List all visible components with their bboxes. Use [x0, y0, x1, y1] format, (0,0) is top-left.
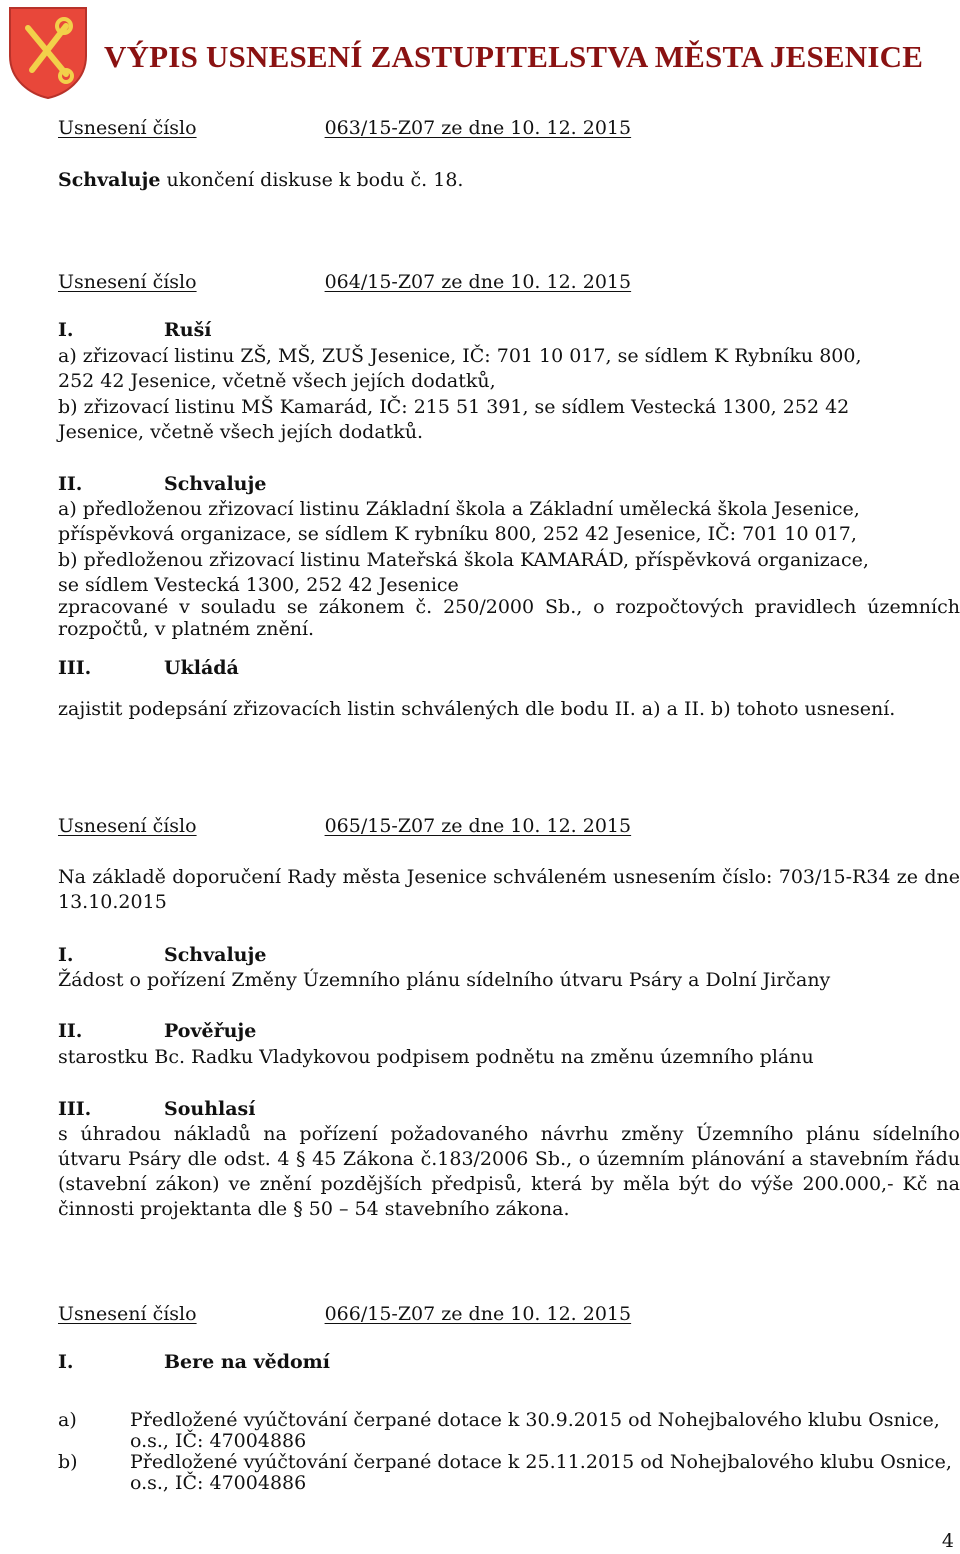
section-heading: I. Bere na vědomí — [58, 1351, 331, 1373]
page-number: 4 — [941, 1530, 954, 1552]
resolution-063-heading — [58, 116, 960, 141]
section-heading: II. Schvaluje — [58, 473, 267, 495]
section-heading: II. Pověřuje — [58, 1020, 257, 1042]
paragraph-line: se sídlem Vestecká 1300, 252 42 Jesenice — [58, 574, 459, 596]
resolution-065-heading — [58, 814, 960, 839]
paragraph-line: 252 42 Jesenice, včetně všech jejích dodatků, — [58, 370, 496, 392]
resolution-066-heading — [58, 1302, 960, 1327]
section-heading: I. Ruší — [58, 319, 212, 341]
resolution-064-heading — [58, 270, 960, 295]
paragraph: zpracované v souladu se zákonem č. 250/2000 Sb., o rozpočtových pravidlech územních rozpočtů, v platném znění. — [58, 596, 960, 640]
paragraph-line: příspěvková organizace, se sídlem K rybníku 800, 252 42 Jesenice, IČ: 701 10 017, — [58, 523, 857, 545]
resolution-label: Usnesení číslo — [58, 271, 197, 293]
paragraph-line: Jesenice, včetně všech jejích dodatků. — [58, 421, 424, 443]
resolution-number: 063/15-Z07 ze dne 10. 12. 2015 — [324, 117, 632, 139]
resolution-label: Usnesení číslo — [58, 1303, 197, 1325]
paragraph: Na základě doporučení Rady města Jesenice schváleném usnesením číslo: 703/15-R34 ze dne 13.10.2015 — [58, 866, 960, 913]
resolution-number: 065/15-Z07 ze dne 10. 12. 2015 — [324, 815, 632, 837]
paragraph-line: b) předloženou zřizovací listinu Mateřská škola KAMARÁD, příspěvková organizace, — [58, 549, 869, 571]
paragraph: zajistit podepsání zřizovacích listin schválených dle bodu II. a) a II. b) tohoto usnesení. — [58, 698, 896, 720]
resolution-label: Usnesení číslo — [58, 117, 197, 139]
verb: Schvaluje — [58, 169, 161, 191]
resolution-number: 064/15-Z07 ze dne 10. 12. 2015 — [324, 271, 632, 293]
paragraph-line: starostku Bc. Radku Vladykovou podpisem podnětu na změnu územního plánu — [58, 1046, 814, 1068]
section-heading: III. Ukládá — [58, 657, 239, 679]
resolution-label: Usnesení číslo — [58, 815, 197, 837]
page-title: VÝPIS USNESENÍ ZASTUPITELSTVA MĚSTA JESENICE — [104, 39, 924, 74]
list-item: a) Předložené vyúčtování čerpané dotace k 30.9.2015 od Nohejbalového klubu Osnice, o.s., IČ: 47004886 — [58, 1409, 940, 1452]
list-item: b) Předložené vyúčtování čerpané dotace k 25.11.2015 od Nohejbalového klubu Osnice, o.s., IČ: 47004886 — [58, 1451, 952, 1494]
resolution-063-text: Schvaluje ukončení diskuse k bodu č. 18. — [58, 169, 464, 191]
paragraph-line: a) zřizovací listinu ZŠ, MŠ, ZUŠ Jesenice, IČ: 701 10 017, se sídlem K Rybníku 800, — [58, 345, 862, 367]
section-heading: III. Souhlasí — [58, 1098, 256, 1120]
paragraph: s úhradou nákladů na pořízení požadovaného návrhu změny Územního plánu sídelního útvaru Psáry dle odst. 4 § 45 Zákona č.183/2006 Sb., o územním plánování a stavebním řádu (stavební zákon) ve znění pozdějších předpisů, která by měla být do výše 200.000,- Kč na činnosti projektanta dle § 50 – 54 stavebního zákona. — [58, 1123, 960, 1220]
paragraph-line: b) zřizovací listinu MŠ Kamarád, IČ: 215 51 391, se sídlem Vestecká 1300, 252 42 — [58, 396, 850, 418]
section-heading: I. Schvaluje — [58, 944, 267, 966]
resolution-number: 066/15-Z07 ze dne 10. 12. 2015 — [324, 1303, 632, 1325]
paragraph-line: Žádost o pořízení Změny Územního plánu sídelního útvaru Psáry a Dolní Jirčany — [58, 969, 831, 991]
coat-of-arms-icon — [6, 4, 90, 100]
paragraph-line: a) předloženou zřizovací listinu Základní škola a Základní umělecká škola Jesenice, — [58, 498, 860, 520]
